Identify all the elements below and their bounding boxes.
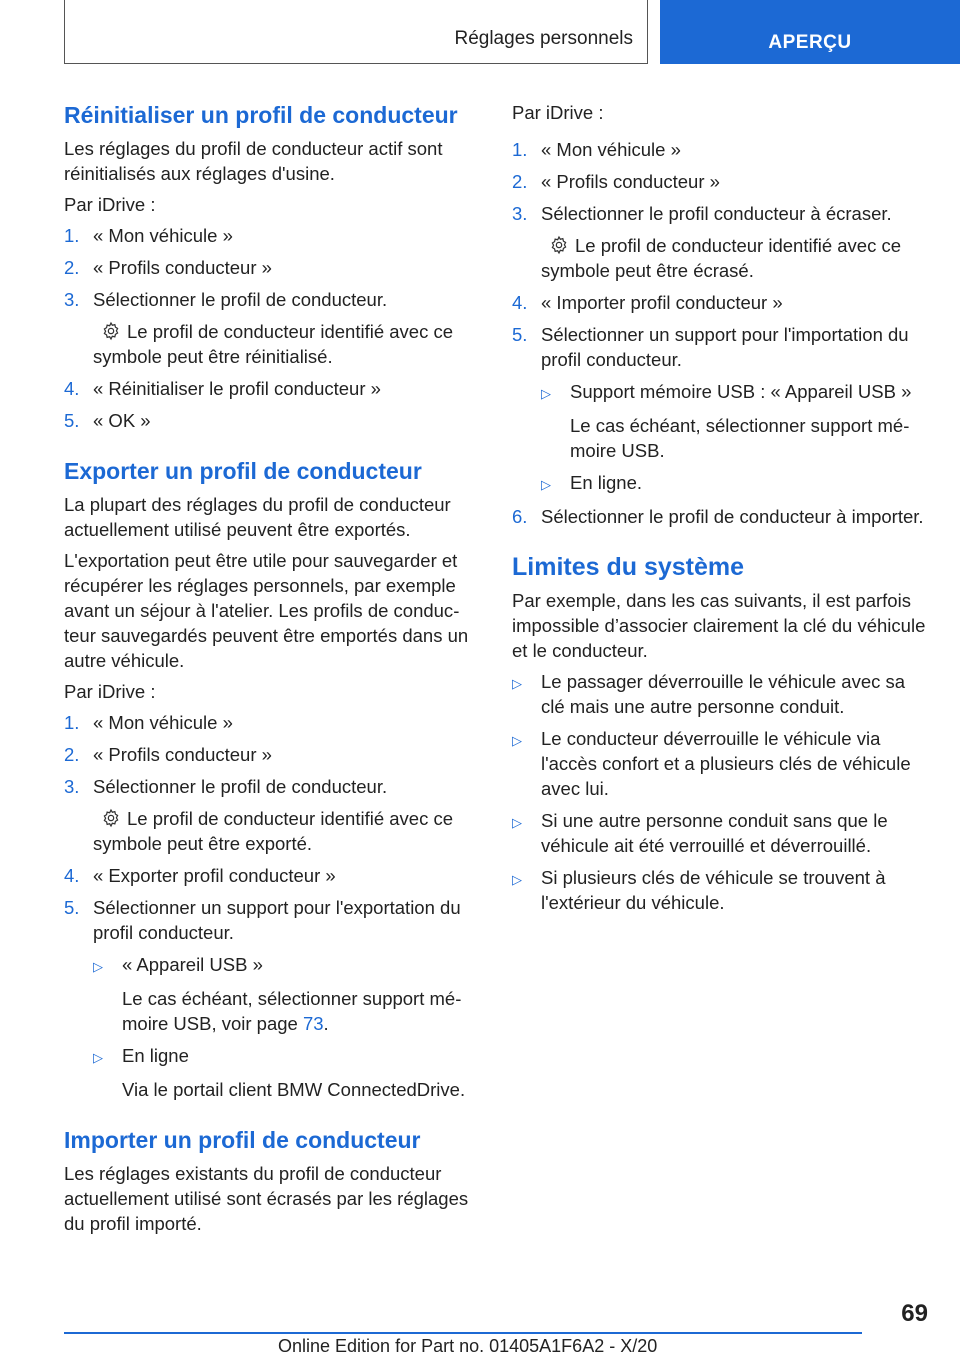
- bullet-text: Si plusieurs clés de véhicule se trouvent à l'extérieur du véhicule.: [541, 867, 886, 913]
- step-number: 3.: [64, 776, 80, 797]
- import-usb-note: Le cas échéant, sélectionner support mémoire USB.: [570, 415, 910, 461]
- gear-icon: [549, 235, 569, 255]
- step-text: Sélectionner le profil conducteur à écraser.: [541, 203, 892, 224]
- bullet-text: Si une autre personne conduit sans que le véhicule ait été verrouillé et déverrouillé.: [541, 810, 888, 856]
- import-step-4: [512, 290, 930, 315]
- note-text-end: .: [323, 1013, 329, 1034]
- triangle-right-icon: ▷: [541, 477, 551, 492]
- import-p1: Les réglages existants du profil de conducteur actuellement utilisé sont écrasés par les réglages du profil importé.: [64, 1163, 469, 1234]
- limits-p1: Par exemple, dans les cas suivants, il est parfois impossible d’associer clairement la clé du véhicule et le conducteur.: [512, 590, 926, 661]
- step-number: 5.: [64, 410, 80, 431]
- step-number: 5.: [64, 897, 80, 918]
- import-step-2: [512, 169, 930, 194]
- note-text: Le cas échéant, sélectionner support mémoire USB, voir page: [122, 988, 462, 1034]
- export-step-5: [64, 895, 482, 945]
- right-column: [512, 100, 930, 922]
- step-number: 4.: [64, 378, 80, 399]
- step-text: « OK »: [93, 410, 151, 431]
- step-number: 2.: [64, 257, 80, 278]
- reset-step-4: [64, 376, 482, 401]
- step-text: Sélectionner un support pour l'exportation du profil conducteur.: [93, 897, 461, 943]
- gear-icon: [101, 321, 121, 341]
- step-text: « Réinitialiser le profil conducteur »: [93, 378, 381, 399]
- reset-step-1: [64, 223, 482, 248]
- step-text: Sélectionner un support pour l'importation du profil conducteur.: [541, 324, 909, 370]
- import-note: [541, 233, 930, 283]
- heading-system-limits: Limites du système: [512, 553, 745, 581]
- export-idrive: Par iDrive :: [64, 681, 156, 702]
- step-text: Sélectionner le profil de conducteur.: [93, 289, 388, 310]
- footer-divider: [64, 1332, 862, 1334]
- gear-icon: [101, 808, 121, 828]
- step-number: 4.: [64, 865, 80, 886]
- step-number: 1.: [512, 139, 528, 160]
- triangle-right-icon: ▷: [512, 676, 522, 691]
- header-section-title: Réglages personnels: [454, 28, 633, 49]
- step-number: 1.: [64, 225, 80, 246]
- step-text: « Exporter profil conducteur »: [93, 865, 336, 886]
- limits-bullet-2: [512, 726, 930, 801]
- triangle-right-icon: ▷: [541, 386, 551, 401]
- export-note: [93, 806, 482, 856]
- export-option-online: [93, 1043, 482, 1070]
- export-step-2: [64, 742, 482, 767]
- step-number: 1.: [64, 712, 80, 733]
- step-text: « Mon véhicule »: [93, 225, 233, 246]
- import-step-3: [512, 201, 930, 226]
- export-p1: La plupart des réglages du profil de conducteur actuellement utilisé peuvent être exportés.: [64, 494, 451, 540]
- step-number: 3.: [64, 289, 80, 310]
- step-text: « Importer profil conducteur »: [541, 292, 783, 313]
- reset-step-3: [64, 287, 482, 312]
- triangle-right-icon: ▷: [512, 733, 522, 748]
- bullet-text: En ligne: [122, 1045, 189, 1066]
- step-number: 3.: [512, 203, 528, 224]
- tab-apercu[interactable]: [660, 0, 960, 64]
- import-option-usb: [541, 379, 930, 406]
- import-idrive: Par iDrive :: [512, 102, 604, 123]
- bullet-text: Support mémoire USB : « Appareil USB »: [570, 381, 912, 402]
- export-p2: L'exportation peut être utile pour sauvegarder et récupérer les réglages personnels, par exemple avant un séjour à l'atelier. Les profils de conducteur sauvegardés peuvent être emportés dans un autre véhicule.: [64, 550, 469, 671]
- reset-intro: Les réglages du profil de conducteur actif sont réinitialisés aux réglages d'usine.: [64, 138, 443, 184]
- reset-step-5: [64, 408, 482, 433]
- bullet-text: En ligne.: [570, 472, 642, 493]
- step-text: Sélectionner le profil de conducteur.: [93, 776, 388, 797]
- header-box: [64, 0, 648, 64]
- step-number: 2.: [64, 744, 80, 765]
- step-text: « Mon véhicule »: [93, 712, 233, 733]
- export-usb-note: [122, 986, 482, 1036]
- import-step-1: [512, 137, 930, 162]
- heading-reset-profile: Réinitialiser un profil de conducteur: [64, 102, 458, 128]
- heading-export-profile: Exporter un profil de conducteur: [64, 458, 422, 484]
- step-number: 5.: [512, 324, 528, 345]
- reset-step-2: [64, 255, 482, 280]
- export-step-1: [64, 710, 482, 735]
- export-step-3: [64, 774, 482, 799]
- step-text: « Profils conducteur »: [93, 257, 272, 278]
- triangle-right-icon: ▷: [93, 1050, 103, 1065]
- reset-note: [93, 319, 482, 369]
- export-online-note: Via le portail client BMW ConnectedDrive.: [122, 1079, 466, 1100]
- note-text: Le profil de conducteur identifié avec ce symbole peut être exporté.: [93, 808, 454, 854]
- triangle-right-icon: ▷: [512, 815, 522, 830]
- step-text: « Profils conducteur »: [541, 171, 720, 192]
- edition-text: Online Edition for Part no. 01405A1F6A2 - X/20: [278, 1336, 658, 1356]
- step-number: 2.: [512, 171, 528, 192]
- import-step-5: [512, 322, 930, 372]
- step-number: 4.: [512, 292, 528, 313]
- limits-bullet-1: [512, 669, 930, 719]
- step-text: Sélectionner le profil de conducteur à importer.: [541, 506, 924, 527]
- bullet-text: Le conducteur déverrouille le véhicule via l'accès confort et a plusieurs clés de véhicule avec lui.: [541, 728, 911, 799]
- limits-bullet-3: [512, 808, 930, 858]
- triangle-right-icon: ▷: [512, 872, 522, 887]
- step-text: « Mon véhicule »: [541, 139, 681, 160]
- export-option-usb: [93, 952, 482, 979]
- step-text: « Profils conducteur »: [93, 744, 272, 765]
- page-link-73[interactable]: 73: [302, 1013, 324, 1034]
- triangle-right-icon: ▷: [93, 959, 103, 974]
- export-step-4: [64, 863, 482, 888]
- import-step-6: [512, 504, 930, 529]
- note-text: Le profil de conducteur identifié avec ce symbole peut être écrasé.: [541, 235, 902, 281]
- import-option-online: [541, 470, 930, 497]
- step-number: 6.: [512, 506, 528, 527]
- page-number: 69: [901, 1300, 928, 1327]
- tab-apercu-label: APERÇU: [768, 32, 852, 53]
- bullet-text: Le passager déverrouille le véhicule avec sa clé mais une autre personne conduit.: [541, 671, 906, 717]
- heading-import-profile: Importer un profil de conducteur: [64, 1127, 421, 1153]
- bullet-text: « Appareil USB »: [122, 954, 263, 975]
- left-column: [64, 100, 482, 1242]
- reset-idrive: Par iDrive :: [64, 194, 156, 215]
- note-text: Le profil de conducteur identifié avec ce symbole peut être réinitialisé.: [93, 321, 454, 367]
- limits-bullet-4: [512, 865, 930, 915]
